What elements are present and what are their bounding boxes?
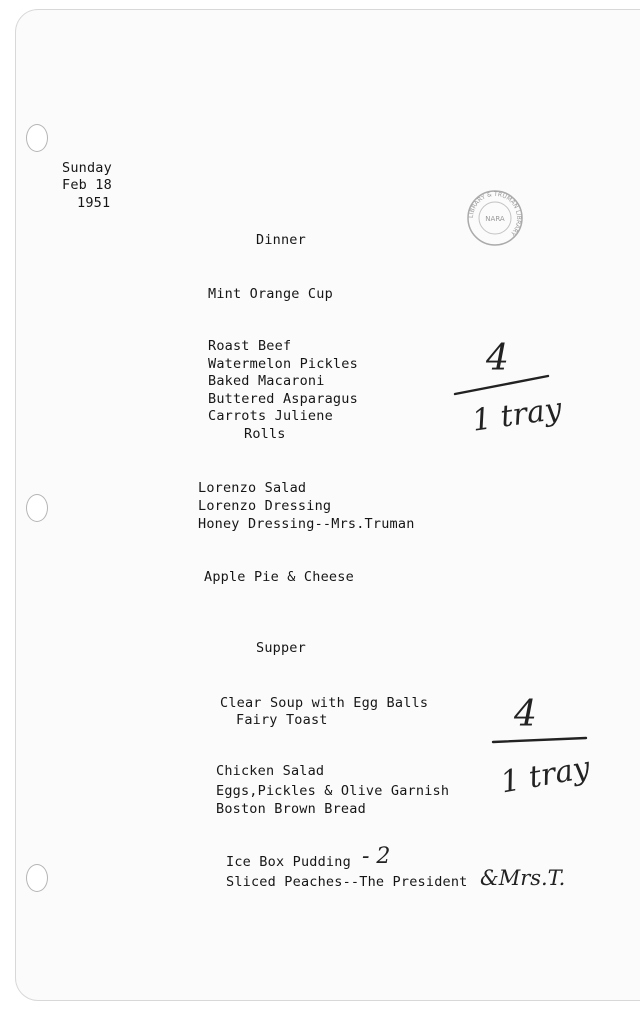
dinner-salad-item: Lorenzo Dressing [198, 498, 332, 514]
supper-soup-item: Clear Soup with Egg Balls [220, 695, 429, 711]
date-month-day: Feb 18 [62, 177, 112, 193]
dinner-item: Roast Beef [208, 338, 292, 354]
dinner-salad-item: Honey Dressing--Mrs.Truman [198, 516, 415, 532]
date-year: 1951 [77, 195, 111, 211]
binder-hole-middle [26, 494, 48, 522]
supper-salad-item: Boston Brown Bread [216, 801, 366, 817]
supper-dessert-item: Ice Box Pudding [226, 854, 351, 870]
stamp-center-text: NARA [485, 215, 505, 223]
stamp-ring-text: LIBRARY & TRUMAN LIBRARY [467, 190, 523, 237]
dinner-salad-item: Lorenzo Salad [198, 480, 307, 496]
dinner-dessert: Apple Pie & Cheese [204, 569, 354, 585]
dinner-tray-note: 1 tray [470, 391, 564, 439]
dinner-item: Carrots Juliene [208, 408, 333, 424]
dinner-item: Buttered Asparagus [208, 391, 358, 407]
supper-dessert-item: Sliced Peaches--The President [226, 874, 468, 890]
supper-salad-item: Chicken Salad [216, 763, 325, 779]
dinner-item: Baked Macaroni [208, 373, 325, 389]
supper-tray-note: 1 tray [498, 750, 593, 801]
date-day: Sunday [62, 160, 112, 176]
archive-stamp [466, 189, 524, 247]
supper-soup-item: Fairy Toast [236, 712, 328, 728]
pudding-count-note: - 2 [362, 844, 391, 869]
supper-salad-item: Eggs,Pickles & Olive Garnish [216, 783, 450, 799]
dinner-item: Rolls [244, 426, 286, 442]
dinner-starter: Mint Orange Cup [208, 286, 333, 302]
supper-count-note: 4 [514, 694, 537, 735]
supper-heading: Supper [256, 640, 306, 656]
binder-hole-bottom [26, 864, 48, 892]
dinner-count-note: 4 [486, 338, 509, 379]
binder-hole-top [26, 124, 48, 152]
dinner-item: Watermelon Pickles [208, 356, 358, 372]
supper-note-rule [490, 732, 590, 748]
dinner-heading: Dinner [256, 232, 306, 248]
mrs-truman-note: &Mrs.T. [480, 866, 566, 890]
